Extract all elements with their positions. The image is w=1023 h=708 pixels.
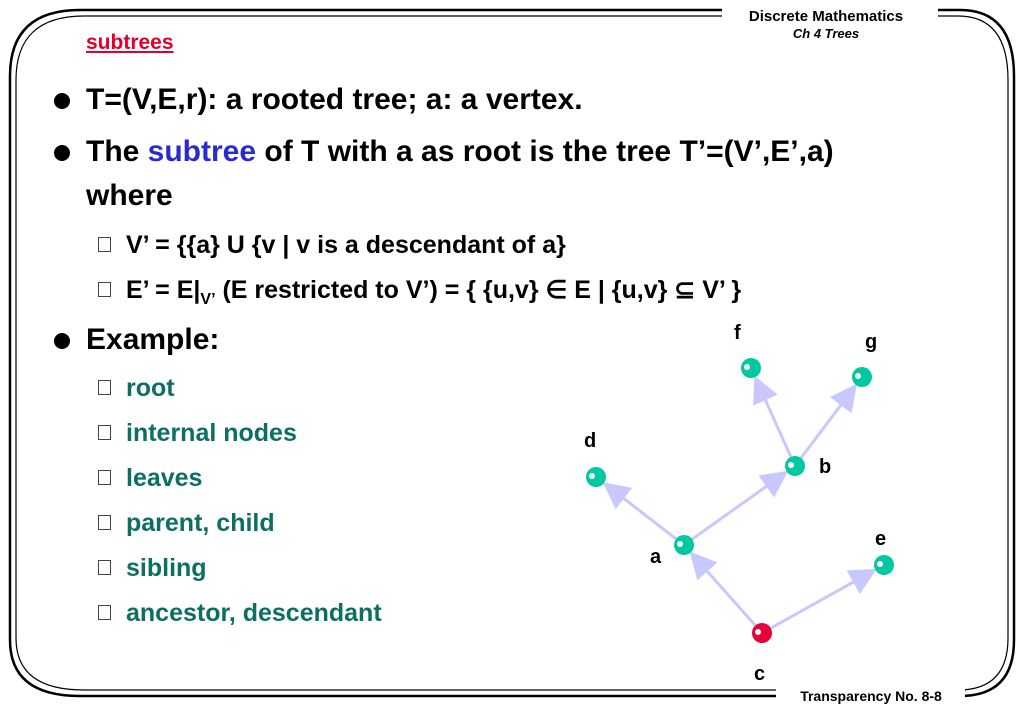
- tree-edge-a-b: [692, 472, 786, 539]
- transparency-number: Transparency No. 8-8: [777, 688, 965, 704]
- node-label-e: e: [875, 528, 887, 550]
- tree-node-f: [741, 358, 761, 378]
- bullet-text: Example:: [86, 323, 220, 356]
- example-item-text: root: [126, 374, 175, 402]
- bullet-text: T=(V,E,r): a rooted tree; a: a vertex.: [86, 83, 583, 116]
- sub-bullet-text: V’ = {{a} U {v | v is a descendant of a}: [126, 231, 566, 259]
- slide-title: subtrees: [86, 31, 174, 54]
- tree-node-d: [586, 467, 606, 487]
- node-label-c: c: [754, 663, 766, 685]
- tree-edge-c-a: [691, 553, 755, 625]
- tree-node-highlight-a: [677, 541, 683, 547]
- tree-node-highlight-d: [589, 473, 595, 479]
- tree-node-highlight-e: [877, 561, 883, 567]
- tree-node-highlight-g: [855, 373, 861, 379]
- text-suffix: of T with a as root is the tree T’=(V’,E’,a): [256, 135, 834, 168]
- node-label-f: f: [734, 322, 741, 344]
- node-label-g: g: [865, 331, 878, 353]
- example-item-text: sibling: [126, 554, 207, 582]
- tree-node-b: [785, 456, 805, 476]
- example-item-text: leaves: [126, 464, 203, 492]
- tree-node-highlight-c: [755, 629, 761, 635]
- example-item-text: ancestor, descendant: [126, 599, 382, 627]
- tree-node-c: [752, 623, 772, 643]
- tree-node-highlight-b: [788, 462, 794, 468]
- subtree-highlight: subtree: [147, 135, 257, 168]
- text-a: E’ = E|: [126, 276, 201, 304]
- node-label-b: b: [819, 456, 832, 478]
- tree-edge-c-e: [771, 570, 875, 628]
- example-item-text: parent, child: [126, 509, 275, 537]
- chapter-subtitle: Ch 4 Trees: [728, 26, 924, 41]
- subscript: V’: [200, 291, 216, 308]
- tree-edge-b-f: [756, 378, 791, 457]
- course-title: Discrete Mathematics: [728, 8, 924, 25]
- bullet-text: where: [86, 179, 173, 212]
- tree-node-e: [874, 555, 894, 575]
- text-b: (E restricted to V’) = { {u,v} ∈ E | {u,v} ⊆ V’ }: [215, 276, 742, 304]
- example-item-text: internal nodes: [126, 419, 297, 447]
- node-label-a: a: [650, 546, 662, 568]
- text-prefix: The: [86, 135, 148, 168]
- tree-node-a: [674, 535, 694, 555]
- tree-edge-a-d: [605, 484, 676, 539]
- tree-node-highlight-f: [744, 364, 750, 370]
- tree-node-g: [852, 367, 872, 387]
- tree-edge-b-g: [801, 386, 855, 458]
- node-label-d: d: [584, 430, 597, 452]
